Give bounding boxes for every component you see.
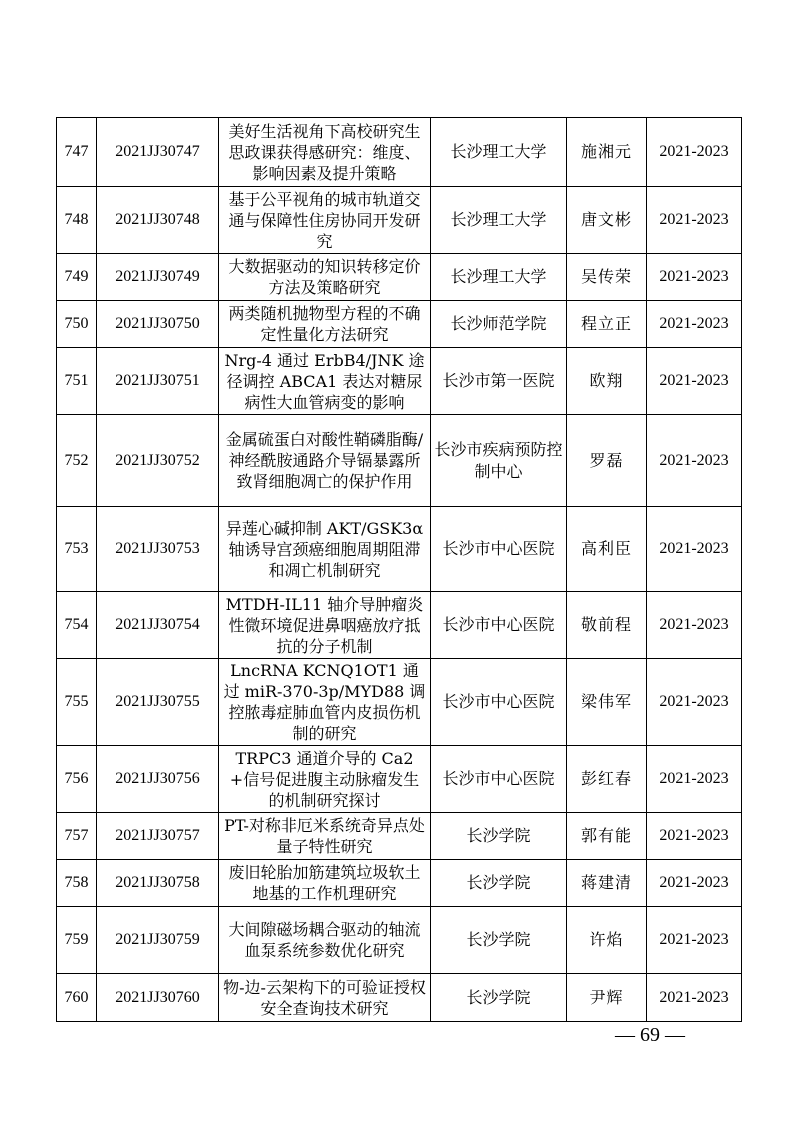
project-code: 2021JJ30760	[97, 974, 219, 1022]
project-period: 2021-2023	[647, 254, 742, 301]
institution: 长沙理工大学	[431, 187, 567, 254]
row-number: 759	[57, 907, 97, 974]
project-code: 2021JJ30748	[97, 187, 219, 254]
row-number: 750	[57, 301, 97, 348]
table-row	[57, 301, 742, 348]
institution: 长沙学院	[431, 860, 567, 907]
principal-investigator: 唐文彬	[567, 187, 647, 254]
institution: 长沙理工大学	[431, 118, 567, 187]
project-title: Nrg-4 通过 ErbB4/JNK 途径调控 ABCA1 表达对糖尿病性大血管病变的影响	[219, 348, 431, 415]
project-code: 2021JJ30758	[97, 860, 219, 907]
project-period: 2021-2023	[647, 974, 742, 1022]
institution: 长沙市中心医院	[431, 746, 567, 813]
table-row	[57, 118, 742, 187]
principal-investigator: 蒋建清	[567, 860, 647, 907]
project-title: 两类随机抛物型方程的不确定性量化方法研究	[219, 301, 431, 348]
institution: 长沙理工大学	[431, 254, 567, 301]
project-code: 2021JJ30752	[97, 415, 219, 507]
project-title: LncRNA KCNQ1OT1 通过 miR-370-3p/MYD88 调控脓毒症肺血管内皮损伤机制的研究	[219, 659, 431, 746]
project-code: 2021JJ30749	[97, 254, 219, 301]
project-code: 2021JJ30756	[97, 746, 219, 813]
page-number: — 69 —	[615, 1024, 685, 1046]
principal-investigator: 敬前程	[567, 592, 647, 659]
row-number: 749	[57, 254, 97, 301]
project-title: 物-边-云架构下的可验证授权安全查询技术研究	[219, 974, 431, 1022]
table-row	[57, 415, 742, 507]
institution: 长沙市中心医院	[431, 592, 567, 659]
principal-investigator: 施湘元	[567, 118, 647, 187]
table-row	[57, 813, 742, 860]
project-period: 2021-2023	[647, 813, 742, 860]
principal-investigator: 尹辉	[567, 974, 647, 1022]
row-number: 753	[57, 507, 97, 592]
project-code: 2021JJ30750	[97, 301, 219, 348]
row-number: 760	[57, 974, 97, 1022]
project-title: 金属硫蛋白对酸性鞘磷脂酶/神经酰胺通路介导镉暴露所致肾细胞凋亡的保护作用	[219, 415, 431, 507]
table-row	[57, 659, 742, 746]
project-code: 2021JJ30747	[97, 118, 219, 187]
project-period: 2021-2023	[647, 907, 742, 974]
row-number: 752	[57, 415, 97, 507]
project-period: 2021-2023	[647, 301, 742, 348]
project-title: TRPC3 通道介导的 Ca2+信号促进腹主动脉瘤发生的机制研究探讨	[219, 746, 431, 813]
institution: 长沙市疾病预防控制中心	[431, 415, 567, 507]
principal-investigator: 吴传荣	[567, 254, 647, 301]
project-title: PT-对称非厄米系统奇异点处量子特性研究	[219, 813, 431, 860]
project-title: 大间隙磁场耦合驱动的轴流血泵系统参数优化研究	[219, 907, 431, 974]
project-period: 2021-2023	[647, 659, 742, 746]
row-number: 758	[57, 860, 97, 907]
table-row	[57, 507, 742, 592]
table-row	[57, 592, 742, 659]
project-period: 2021-2023	[647, 187, 742, 254]
principal-investigator: 许焰	[567, 907, 647, 974]
grant-list-table	[56, 117, 742, 1022]
table-row	[57, 187, 742, 254]
project-title: MTDH-IL11 轴介导肿瘤炎性微环境促进鼻咽癌放疗抵抗的分子机制	[219, 592, 431, 659]
principal-investigator: 欧翔	[567, 348, 647, 415]
principal-investigator: 高利臣	[567, 507, 647, 592]
project-code: 2021JJ30755	[97, 659, 219, 746]
principal-investigator: 郭有能	[567, 813, 647, 860]
project-period: 2021-2023	[647, 118, 742, 187]
project-title: 基于公平视角的城市轨道交通与保障性住房协同开发研究	[219, 187, 431, 254]
institution: 长沙市中心医院	[431, 507, 567, 592]
project-title: 异莲心碱抑制 AKT/GSK3α轴诱导宫颈癌细胞周期阻滞和凋亡机制研究	[219, 507, 431, 592]
project-period: 2021-2023	[647, 592, 742, 659]
institution: 长沙市第一医院	[431, 348, 567, 415]
row-number: 756	[57, 746, 97, 813]
project-title: 美好生活视角下高校研究生思政课获得感研究：维度、影响因素及提升策略	[219, 118, 431, 187]
row-number: 757	[57, 813, 97, 860]
principal-investigator: 程立正	[567, 301, 647, 348]
project-period: 2021-2023	[647, 507, 742, 592]
institution: 长沙市中心医院	[431, 659, 567, 746]
project-code: 2021JJ30753	[97, 507, 219, 592]
principal-investigator: 彭红春	[567, 746, 647, 813]
institution: 长沙学院	[431, 907, 567, 974]
project-period: 2021-2023	[647, 860, 742, 907]
table-row	[57, 348, 742, 415]
row-number: 747	[57, 118, 97, 187]
table-row	[57, 254, 742, 301]
table-row	[57, 860, 742, 907]
row-number: 751	[57, 348, 97, 415]
project-title: 废旧轮胎加筋建筑垃圾软土地基的工作机理研究	[219, 860, 431, 907]
project-title: 大数据驱动的知识转移定价方法及策略研究	[219, 254, 431, 301]
project-period: 2021-2023	[647, 746, 742, 813]
institution: 长沙师范学院	[431, 301, 567, 348]
table-row	[57, 907, 742, 974]
project-code: 2021JJ30759	[97, 907, 219, 974]
project-code: 2021JJ30757	[97, 813, 219, 860]
table-row	[57, 974, 742, 1022]
row-number: 748	[57, 187, 97, 254]
project-code: 2021JJ30754	[97, 592, 219, 659]
principal-investigator: 罗磊	[567, 415, 647, 507]
project-period: 2021-2023	[647, 348, 742, 415]
project-code: 2021JJ30751	[97, 348, 219, 415]
row-number: 754	[57, 592, 97, 659]
institution: 长沙学院	[431, 974, 567, 1022]
table-row	[57, 746, 742, 813]
institution: 长沙学院	[431, 813, 567, 860]
project-period: 2021-2023	[647, 415, 742, 507]
row-number: 755	[57, 659, 97, 746]
principal-investigator: 梁伟军	[567, 659, 647, 746]
